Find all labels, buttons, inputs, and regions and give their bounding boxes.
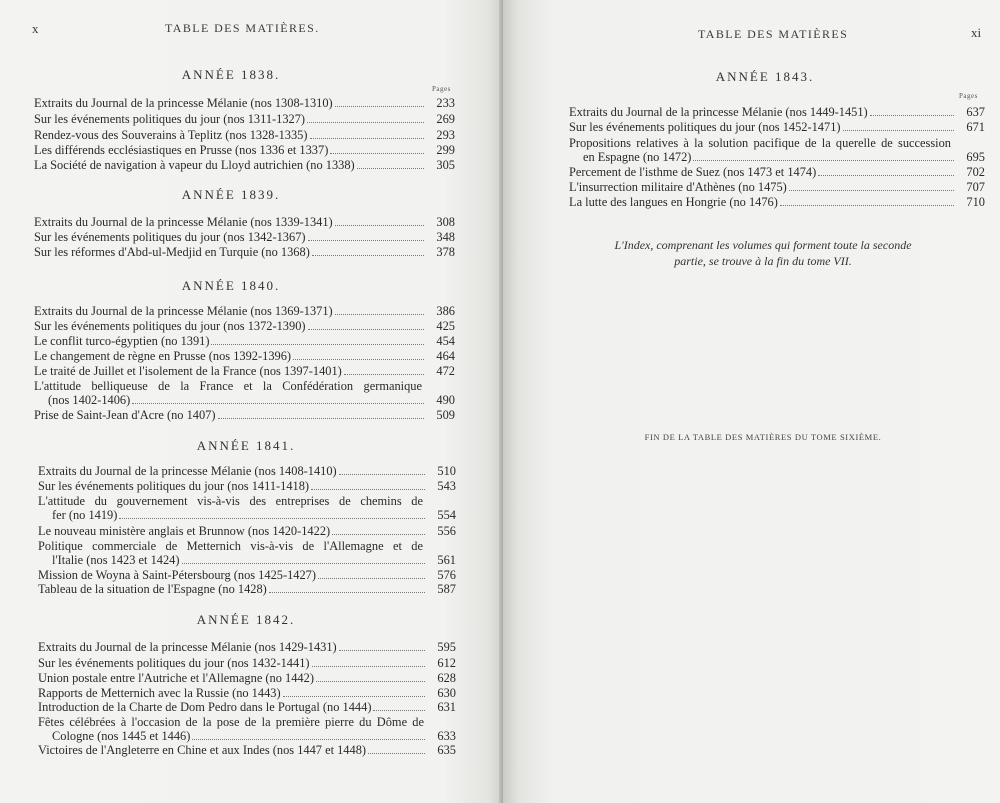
entry-title: Extraits du Journal de la princesse Mélanie (nos 1339-1341) xyxy=(34,215,333,229)
entry-title-line: Propositions relatives à la solution pacifique de la querelle de succession xyxy=(569,136,951,150)
page-number: xi xyxy=(971,25,982,40)
entry-page: 630 xyxy=(437,686,456,700)
entry-page: 472 xyxy=(436,364,455,378)
entry-title: La lutte des langues en Hongrie (no 1476) xyxy=(569,195,778,209)
toc-entry[interactable] xyxy=(34,334,455,348)
entry-title: Le conflit turco-égyptien (no 1391) xyxy=(34,334,210,348)
entry-page: 695 xyxy=(966,150,985,164)
toc-entry[interactable] xyxy=(38,743,456,757)
toc-entry[interactable] xyxy=(34,349,455,363)
entry-title: Cologne (nos 1445 et 1446) xyxy=(52,729,191,743)
entry-page: 631 xyxy=(437,700,456,714)
entry-title: Sur les événements politiques du jour (nos 1311-1327) xyxy=(34,112,306,126)
entry-title: l'Italie (nos 1423 et 1424) xyxy=(52,553,180,567)
entry-title: Union postale entre l'Autriche et l'Allemagne (no 1442) xyxy=(38,671,314,685)
entry-title: (nos 1402-1406) xyxy=(48,393,131,407)
year-heading: ANNÉE 1841. xyxy=(196,438,296,453)
year-heading: ANNÉE 1838. xyxy=(181,67,281,82)
entry-title: Extraits du Journal de la princesse Mélanie (nos 1449-1451) xyxy=(569,105,868,119)
entry-title: en Espagne (no 1472) xyxy=(583,150,692,164)
toc-entry[interactable] xyxy=(38,656,456,670)
toc-entry[interactable] xyxy=(34,143,455,157)
entry-page: 707 xyxy=(966,180,985,194)
toc-entry[interactable] xyxy=(569,195,985,209)
entry-page: 637 xyxy=(966,105,985,119)
toc-entry[interactable] xyxy=(583,150,985,164)
toc-entry[interactable] xyxy=(38,524,456,538)
entry-title: Extraits du Journal de la princesse Mélanie (nos 1369-1371) xyxy=(34,304,333,318)
entry-page: 233 xyxy=(436,96,455,110)
entry-title: Extraits du Journal de la princesse Mélanie (nos 1408-1410) xyxy=(38,464,337,478)
right-page xyxy=(503,0,1000,803)
entry-title-line: L'attitude belliqueuse de la France et la Confédération germanique xyxy=(34,379,422,393)
end-of-table-note: FIN DE LA TABLE DES MATIÈRES DU TOME SIXIÈME. xyxy=(644,432,882,442)
toc-entry[interactable] xyxy=(38,671,456,685)
entry-page: 293 xyxy=(436,128,455,142)
toc-entry[interactable] xyxy=(34,215,455,229)
entry-title-line: Fêtes célébrées à l'occasion de la pose de la première pierre du Dôme de xyxy=(38,715,424,729)
entry-title-line: Politique commerciale de Metternich vis-à-vis de l'Allemagne et de xyxy=(38,539,423,553)
year-heading: ANNÉE 1840. xyxy=(181,278,281,293)
running-head: TABLE DES MATIÈRES xyxy=(698,27,849,41)
entry-page: 510 xyxy=(437,464,456,478)
entry-page: 305 xyxy=(436,158,455,172)
toc-entry[interactable] xyxy=(569,120,985,134)
entry-title: Sur les événements politiques du jour (nos 1372-1390) xyxy=(34,319,306,333)
entry-page: 576 xyxy=(437,568,456,582)
toc-entry[interactable] xyxy=(48,393,455,407)
entry-title: Sur les événements politiques du jour (nos 1411-1418) xyxy=(38,479,310,493)
toc-entry[interactable] xyxy=(569,180,985,194)
toc-entry[interactable] xyxy=(52,729,456,743)
entry-page: 509 xyxy=(436,408,455,422)
entry-page: 425 xyxy=(436,319,455,333)
toc-entry[interactable] xyxy=(34,128,455,142)
entry-page: 556 xyxy=(437,524,456,538)
toc-entry[interactable] xyxy=(34,230,455,244)
pages-column-label: Pages xyxy=(959,92,978,100)
toc-entry[interactable] xyxy=(52,508,456,522)
entry-title: Introduction de la Charte de Dom Pedro dans le Portugal (no 1444) xyxy=(38,700,372,714)
entry-title: Mission de Woyna à Saint-Pétersbourg (nos 1425-1427) xyxy=(38,568,316,582)
entry-title: Sur les réformes d'Abd-ul-Medjid en Turquie (no 1368) xyxy=(34,245,310,259)
toc-entry[interactable] xyxy=(38,582,456,596)
entry-page: 635 xyxy=(437,743,456,757)
toc-entry[interactable] xyxy=(34,408,455,422)
entry-title: Sur les événements politiques du jour (nos 1452-1471) xyxy=(569,120,841,134)
year-heading: ANNÉE 1843. xyxy=(715,69,815,84)
entry-title-line: L'attitude du gouvernement vis-à-vis des entreprises de chemins de xyxy=(38,494,423,508)
entry-title: La Société de navigation à vapeur du Lloyd autrichien (no 1338) xyxy=(34,158,355,172)
toc-entry[interactable] xyxy=(34,319,455,333)
entry-page: 464 xyxy=(436,349,455,363)
toc-entry[interactable] xyxy=(34,158,455,172)
toc-entry[interactable] xyxy=(38,464,456,478)
entry-page: 348 xyxy=(436,230,455,244)
entry-page: 595 xyxy=(437,640,456,654)
entry-title: Sur les événements politiques du jour (nos 1342-1367) xyxy=(34,230,306,244)
toc-entry[interactable] xyxy=(34,112,455,126)
entry-page: 454 xyxy=(436,334,455,348)
toc-entry[interactable] xyxy=(38,640,456,654)
toc-entry[interactable] xyxy=(52,553,456,567)
toc-entry[interactable] xyxy=(38,568,456,582)
year-heading: ANNÉE 1842. xyxy=(196,612,296,627)
entry-page: 554 xyxy=(437,508,456,522)
entry-page: 702 xyxy=(966,165,985,179)
entry-title: Le traité de Juillet et l'isolement de la France (nos 1397-1401) xyxy=(34,364,342,378)
entry-page: 633 xyxy=(437,729,456,743)
entry-title: Rendez-vous des Souverains à Teplitz (nos 1328-1335) xyxy=(34,128,308,142)
page-number: x xyxy=(32,21,39,36)
toc-entry[interactable] xyxy=(569,105,985,119)
entry-title: Les différends ecclésiastiques en Prusse (nos 1336 et 1337) xyxy=(34,143,329,157)
toc-entry[interactable] xyxy=(38,479,456,493)
entry-title: Sur les événements politiques du jour (nos 1432-1441) xyxy=(38,656,310,670)
toc-entry[interactable] xyxy=(569,165,985,179)
entry-page: 269 xyxy=(436,112,455,126)
entry-page: 671 xyxy=(966,120,985,134)
entry-title: fer (no 1419) xyxy=(52,508,118,522)
entry-title: Le changement de règne en Prusse (nos 1392-1396) xyxy=(34,349,292,363)
entry-title: Victoires de l'Angleterre en Chine et aux Indes (nos 1447 et 1448) xyxy=(38,743,367,757)
toc-entry[interactable] xyxy=(34,304,455,318)
entry-title: Percement de l'isthme de Suez (nos 1473 et 1474) xyxy=(569,165,817,179)
pages-column-label: Pages xyxy=(432,85,451,93)
toc-entry[interactable] xyxy=(38,700,456,714)
entry-title: Rapports de Metternich avec la Russie (no 1443) xyxy=(38,686,281,700)
entry-page: 386 xyxy=(436,304,455,318)
running-head: TABLE DES MATIÈRES. xyxy=(165,21,320,35)
entry-page: 710 xyxy=(966,195,985,209)
index-note: L'Index, comprenant les volumes qui forment toute la seconde partie, se trouve à la fin du tome VII. xyxy=(614,238,912,268)
entry-page: 561 xyxy=(437,553,456,567)
entry-title: Le nouveau ministère anglais et Brunnow (nos 1420-1422) xyxy=(38,524,331,538)
entry-title: Tableau de la situation de l'Espagne (no 1428) xyxy=(38,582,267,596)
entry-page: 612 xyxy=(437,656,456,670)
entry-page: 490 xyxy=(436,393,455,407)
toc-entry[interactable] xyxy=(34,364,455,378)
entry-page: 378 xyxy=(436,245,455,259)
entry-page: 308 xyxy=(436,215,455,229)
entry-title: Extraits du Journal de la princesse Mélanie (nos 1429-1431) xyxy=(38,640,337,654)
entry-page: 543 xyxy=(437,479,456,493)
entry-page: 299 xyxy=(436,143,455,157)
year-heading: ANNÉE 1839. xyxy=(181,187,281,202)
entry-title: Extraits du Journal de la princesse Mélanie (nos 1308-1310) xyxy=(34,96,333,110)
entry-page: 587 xyxy=(437,582,456,596)
entry-title: L'insurrection militaire d'Athènes (no 1475) xyxy=(569,180,787,194)
toc-entry[interactable] xyxy=(38,686,456,700)
entry-title: Prise de Saint-Jean d'Acre (no 1407) xyxy=(34,408,216,422)
toc-entry[interactable] xyxy=(34,96,455,110)
entry-page: 628 xyxy=(437,671,456,685)
toc-entry[interactable] xyxy=(34,245,455,259)
